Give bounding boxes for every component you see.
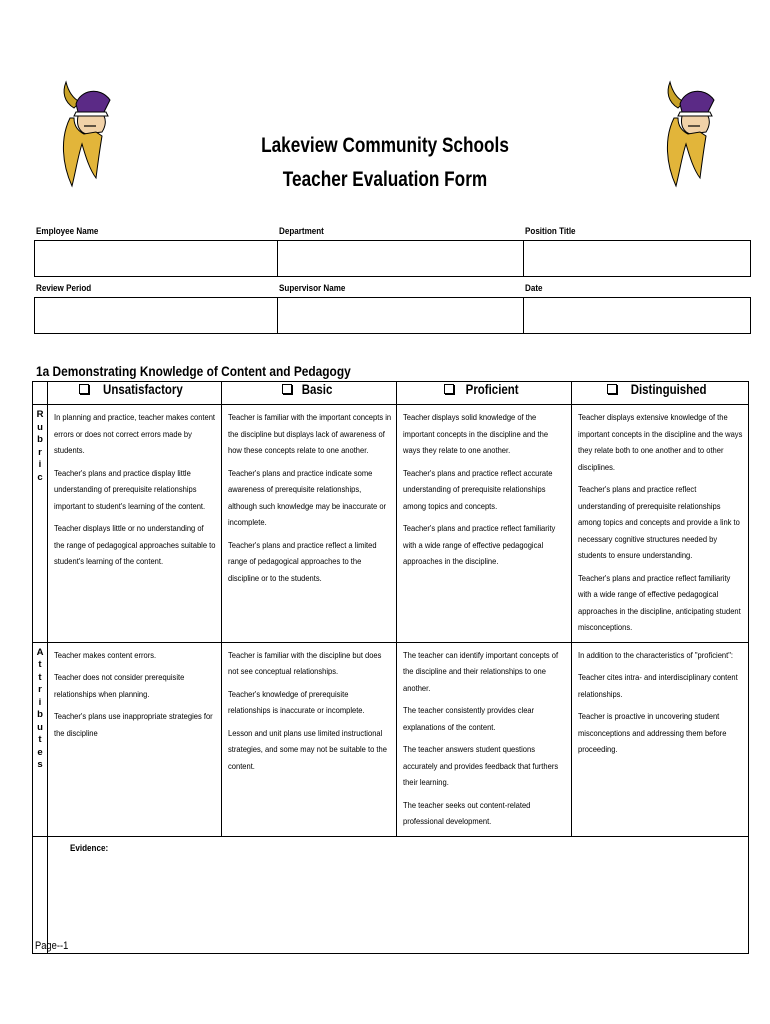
attribute-text: The teacher answers student questions accurately and provides feedback that furthers their learning. — [403, 744, 559, 787]
evidence-field[interactable] — [48, 836, 749, 953]
column-header-distinguished: Distinguished — [572, 382, 749, 405]
rubric-text: Teacher's plans and practice display little understanding of prerequisite relationships important to student's learning of the content. — [54, 467, 206, 511]
attribute-text: The teacher can identify important concepts of the discipline and their relationships to one another. — [403, 649, 559, 693]
attribute-text: The teacher seeks out content-related professional development. — [403, 799, 531, 826]
column-header-proficient: Proficient — [397, 382, 572, 405]
attribute-text: Teacher makes content errors. — [54, 649, 157, 660]
attribute-text: Teacher is familiar with the discipline but does not see conceptual relationships. — [228, 649, 382, 676]
department-label: Department — [278, 226, 324, 237]
checkbox-unsatisfactory[interactable] — [79, 384, 89, 394]
page-title: Lakeview Community Schools — [261, 134, 509, 157]
attributes-cell-unsatisfactory — [48, 642, 222, 836]
page-subtitle: Teacher Evaluation Form — [282, 168, 488, 191]
rubric-text: Teacher displays extensive knowledge of the important concepts in the discipline and the ways they relate both to one another and to other disciplines. — [578, 412, 743, 472]
position-title-label: Position Title — [524, 226, 576, 237]
section-title: 1a Demonstrating Knowledge of Content and Pedagogy — [36, 363, 351, 379]
attribute-text: Teacher's plans use inappropriate strategies for the discipline — [54, 711, 213, 738]
rubric-text: Teacher's plans and practice indicate some awareness of prerequisite relationships, although such knowledge may be inaccurate or incomplete. — [228, 467, 387, 527]
attributes-cell-distinguished — [572, 642, 749, 836]
rubric-table — [32, 381, 749, 954]
column-header-basic: Basic — [222, 382, 397, 405]
rubric-cell-basic — [222, 405, 397, 643]
date-field[interactable] — [524, 298, 751, 334]
attribute-text: Teacher is proactive in uncovering student misconceptions and addressing them before proceeding. — [578, 711, 727, 754]
attribute-text: In addition to the characteristics of "proficient": — [578, 649, 734, 660]
employee-info-table — [34, 226, 751, 334]
attribute-text: Teacher does not consider prerequisite relationships when planning. — [54, 672, 185, 699]
attributes-cell-proficient — [397, 642, 572, 836]
employee-name-label: Employee Name — [35, 226, 98, 237]
attribute-text: Teacher cites intra- and interdisciplinary content relationships. — [578, 672, 738, 699]
position-title-field[interactable] — [524, 241, 751, 277]
rubric-text: Teacher displays little or no understanding of the range of pedagogical approaches suitable to student's learning of the content. — [54, 523, 216, 566]
rubric-text: Teacher's plans and practice reflect understanding of prerequisite relationships among topics and concepts and provide a link to necessary cognitive structures needed by students to ensure understanding. — [578, 484, 740, 560]
attributes-cell-basic — [222, 642, 397, 836]
column-header-unsatisfactory: Unsatisfactory — [48, 382, 222, 405]
supervisor-name-field[interactable] — [278, 298, 524, 334]
rubric-text: Teacher is familiar with the important concepts in the discipline but displays lack of awareness of how these concepts relate to one another. — [228, 412, 392, 455]
employee-name-field[interactable] — [35, 241, 278, 277]
checkbox-proficient[interactable] — [444, 384, 454, 394]
rubric-text: Teacher's plans and practice reflect familiarity with a wide range of effective pedagogical approaches in the discipline, anticipating student misconceptions. — [578, 572, 741, 632]
evidence-label: Evidence: — [70, 842, 109, 854]
rubric-text: Teacher's plans and practice reflect a limited range of pedagogical approaches to the discipline or to the students. — [228, 539, 377, 583]
rubric-cell-proficient — [397, 405, 572, 643]
rubric-text: Teacher's plans and practice reflect accurate understanding of prerequisite relationships among topics and concepts. — [403, 467, 553, 511]
rubric-text: Teacher displays solid knowledge of the important concepts in the discipline and the ways they relate to one another. — [403, 412, 549, 455]
rubric-text: Teacher's plans and practice reflect familiarity with a wide range of effective pedagogical approaches in the discipline. — [403, 523, 556, 566]
attribute-text: The teacher consistently provides clear explanations of the content. — [403, 705, 535, 732]
page-number: Page--1 — [35, 940, 69, 952]
date-label: Date — [524, 283, 543, 294]
rubric-side-label: R u b r i c — [33, 405, 48, 643]
attributes-side-label: A t t r i b u t e s — [33, 642, 48, 836]
checkbox-basic[interactable] — [282, 384, 292, 394]
supervisor-name-label: Supervisor Name — [278, 283, 345, 294]
review-period-field[interactable] — [35, 298, 278, 334]
rubric-text: In planning and practice, teacher makes content errors or does not correct errors made by students. — [54, 412, 216, 455]
attribute-text: Lesson and unit plans use limited instructional strategies, and some may not be suitable to the content. — [228, 727, 387, 771]
checkbox-distinguished[interactable] — [607, 384, 617, 394]
department-field[interactable] — [278, 241, 524, 277]
review-period-label: Review Period — [35, 283, 91, 294]
rubric-cell-unsatisfactory — [48, 405, 222, 643]
attribute-text: Teacher's knowledge of prerequisite relationships is inaccurate or incomplete. — [228, 688, 365, 715]
rubric-cell-distinguished — [572, 405, 749, 643]
